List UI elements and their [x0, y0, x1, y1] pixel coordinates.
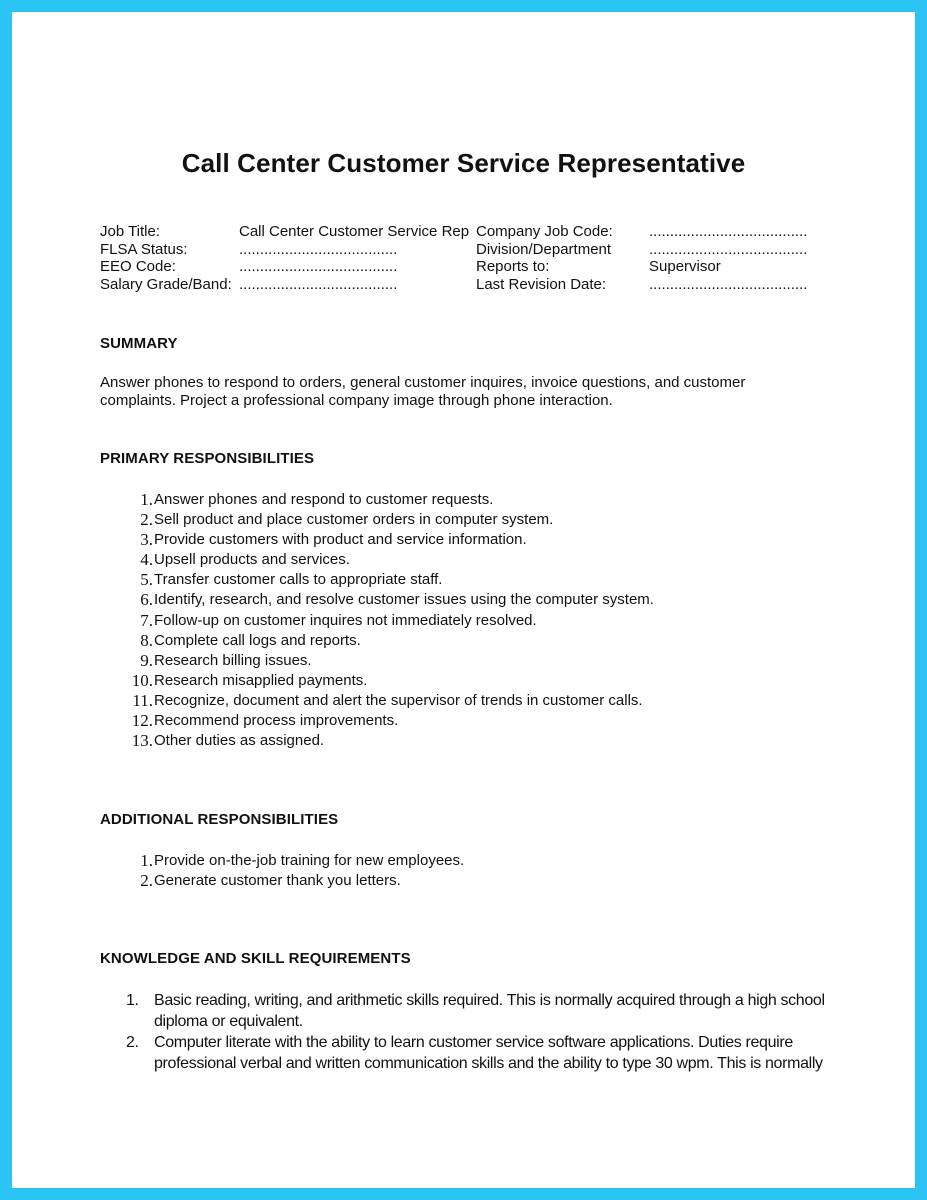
document-page [12, 12, 915, 1188]
skill-requirements-heading: KNOWLEDGE AND SKILL REQUIREMENTS [100, 950, 411, 967]
list-item [100, 671, 840, 691]
job-info-value: Supervisor [649, 258, 721, 276]
list-item-text: Research misapplied payments. [154, 671, 368, 689]
job-info-row [100, 241, 840, 259]
list-item-text: Computer literate with the ability to learn customer service software applications. Duties require professional verbal and written communication skills and the ability to type 30 wpm. This is normally [154, 1034, 823, 1072]
list-item-text: Recognize, document and alert the supervisor of trends in customer calls. [154, 691, 643, 709]
list-item-number: 1. [140, 851, 153, 870]
list-item [100, 510, 840, 530]
list-item-text: Provide customers with product and service information. [154, 531, 527, 549]
job-info-label: FLSA Status: [100, 240, 188, 258]
list-item-number: 6. [140, 590, 153, 610]
list-item-number: 1. [126, 992, 139, 1009]
job-info-label: Reports to: [476, 258, 550, 276]
list-item-number: 7. [140, 610, 153, 630]
list-item-number: 2. [140, 510, 153, 530]
list-item-text: Transfer customer calls to appropriate staff. [154, 571, 443, 589]
job-info-label: Salary Grade/Band: [100, 276, 232, 294]
skill-requirements-list [100, 990, 840, 1074]
list-item [100, 550, 840, 570]
list-item [100, 871, 840, 891]
additional-responsibilities-heading: ADDITIONAL RESPONSIBILITIES [100, 811, 339, 828]
primary-responsibilities-list [100, 490, 840, 751]
job-info-label: Last Revision Date: [476, 276, 607, 294]
list-item-number: 5. [140, 570, 153, 590]
list-item-text: Research billing issues. [154, 651, 312, 669]
list-item [100, 990, 840, 1032]
list-item-number: 3. [140, 530, 153, 550]
job-info-table [100, 223, 840, 294]
list-item [100, 611, 840, 631]
list-item [100, 1032, 840, 1074]
job-info-value: ...................................... [239, 258, 398, 276]
list-item [100, 590, 840, 610]
job-info-label: EEO Code: [100, 258, 176, 276]
list-item-number: 2. [140, 871, 153, 891]
list-item [100, 851, 840, 871]
list-item-number: 1. [140, 490, 153, 509]
job-info-label: Company Job Code: [476, 223, 613, 240]
job-info-value: ...................................... [239, 276, 398, 294]
summary-text [100, 374, 800, 410]
list-item-text: Answer phones and respond to customer requests. [154, 491, 494, 508]
list-item-number: 11. [132, 690, 153, 710]
job-info-row [100, 276, 840, 294]
job-info-value: Call Center Customer Service Rep [239, 223, 470, 240]
list-item-text: Sell product and place customer orders in computer system. [154, 511, 554, 529]
list-item-number: 4. [140, 550, 153, 570]
job-info-value: ...................................... [649, 240, 808, 258]
list-item-text: Generate customer thank you letters. [154, 872, 401, 890]
list-item [100, 530, 840, 550]
list-item-text: Recommend process improvements. [154, 712, 399, 730]
job-info-label: Job Title: [100, 223, 161, 240]
list-item-text: Other duties as assigned. [154, 732, 325, 750]
list-item-text: Upsell products and services. [154, 551, 350, 569]
document-title: Call Center Customer Service Representative [181, 148, 746, 178]
list-item-number: 2. [126, 1034, 139, 1051]
list-item-text: Complete call logs and reports. [154, 631, 361, 649]
list-item-number: 13. [131, 731, 153, 751]
primary-responsibilities-heading: PRIMARY RESPONSIBILITIES [100, 450, 315, 467]
job-info-value: ...................................... [649, 223, 808, 240]
summary-line: complaints. Project a professional company image through phone interaction. [100, 392, 613, 409]
list-item [100, 570, 840, 590]
summary-line: Answer phones to respond to orders, general customer inquires, invoice questions, and customer [100, 374, 746, 391]
job-info-value: ...................................... [239, 240, 398, 258]
list-item-text: Provide on-the-job training for new employees. [154, 852, 465, 869]
additional-responsibilities-list [100, 851, 840, 891]
job-info-label: Division/Department [476, 240, 612, 258]
list-item [100, 651, 840, 671]
list-item [100, 711, 840, 731]
list-item-text: Follow-up on customer inquires not immediately resolved. [154, 611, 537, 629]
list-item [100, 490, 840, 510]
list-item-number: 8. [140, 630, 153, 650]
summary-heading: SUMMARY [100, 335, 178, 352]
list-item-number: 9. [140, 650, 153, 670]
list-item-text: Basic reading, writing, and arithmetic skills required. This is normally acquired through a high school diploma or equivalent. [154, 992, 825, 1030]
list-item-text: Identify, research, and resolve customer issues using the computer system. [154, 591, 654, 609]
job-info-row [100, 223, 840, 241]
list-item [100, 731, 840, 751]
list-item [100, 691, 840, 711]
job-info-row [100, 258, 840, 276]
list-item [100, 631, 840, 651]
list-item-number: 10. [131, 670, 153, 690]
job-info-value: ...................................... [649, 276, 808, 294]
list-item-number: 12. [131, 711, 153, 731]
